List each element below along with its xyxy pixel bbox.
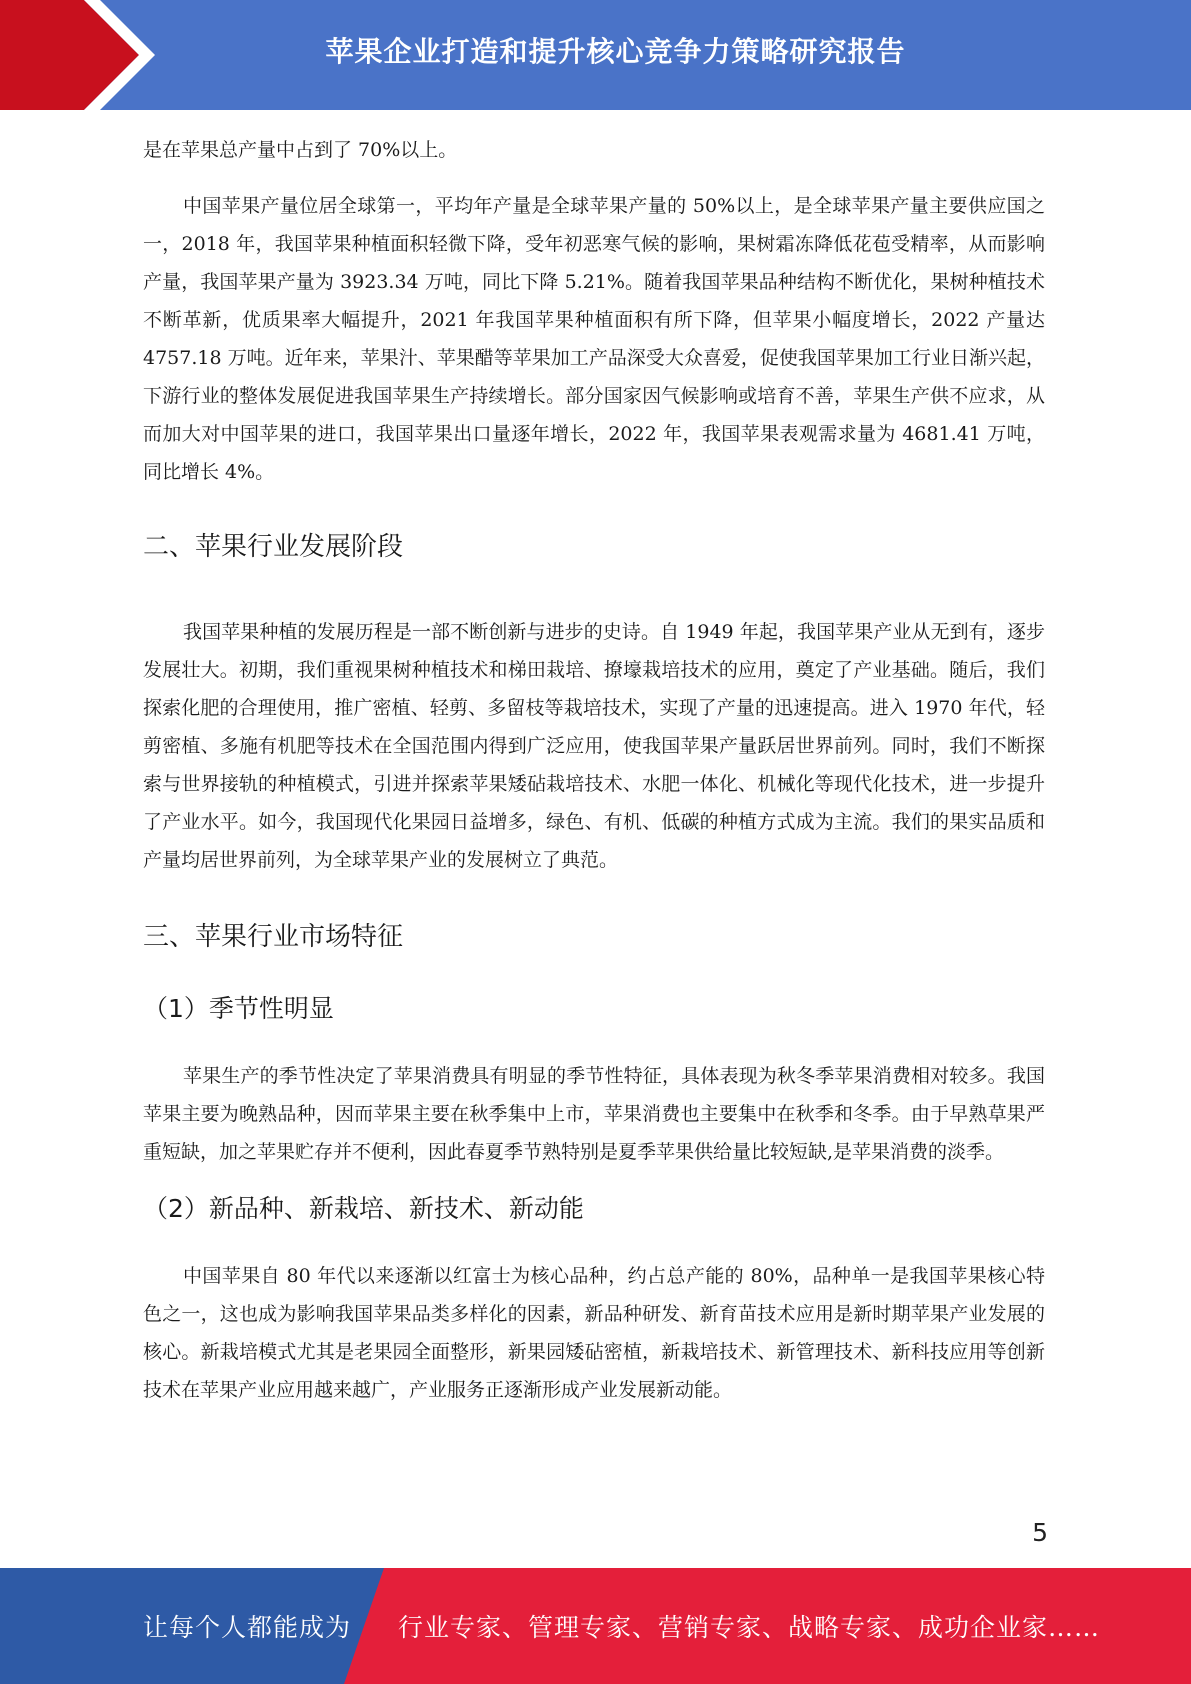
subheading-new-varieties: （2）新品种、新栽培、新技术、新动能 bbox=[143, 1194, 584, 1223]
header-arrow-decoration bbox=[0, 0, 160, 110]
report-title: 苹果企业打造和提升核心竞争力策略研究报告 bbox=[325, 35, 906, 68]
heading-market-features: 三、苹果行业市场特征 bbox=[143, 922, 404, 952]
page-header bbox=[0, 0, 1191, 110]
page-footer bbox=[0, 1568, 1191, 1684]
paragraph-continued: 是在苹果总产量中占到了 70%以上。 bbox=[143, 139, 458, 161]
paragraph-seasonality: 苹果生产的季节性决定了苹果消费具有明显的季节性特征，具体表现为秋冬季苹果消费相对较多。我国苹果主要为晚熟品种，因而苹果主要在秋季集中上市，苹果消费也主要集中在秋季和冬季。由于早熟草果严重短缺，加之苹果贮存并不便利，因此春夏季节熟特别是夏季苹果供给量比较短缺,是苹果消费的淡季。 bbox=[143, 1065, 1045, 1163]
page-number: 5 bbox=[1032, 1518, 1048, 1547]
paragraph-production: 中国苹果产量位居全球第一，平均年产量是全球苹果产量的 50%以上，是全球苹果产量主要供应国之一，2018 年，我国苹果种植面积轻微下降，受年初恶寒气候的影响，果树霜冻降低花苞受精率，从而影响产量，我国苹果产量为 3923.34 万吨，同比下降 5.21%。随着我国苹果品种结构不断优化，果树种植技术不断革新，优质果率大幅提升，2021 年我国苹果种植面积有所下降，但苹果小幅度增长，2022 产量达 4757.18 万吨。近年来，苹果汁、苹果醋等苹果加工产品深受大众喜爱，促使我国苹果加工行业日渐兴起，下游行业的整体发展促进我国苹果生产持续增长。部分国家因气候影响或培育不善，苹果生产供不应求，从而加大对中国苹果的进口，我国苹果出口量逐年增长，2022 年，我国苹果表观需求量为 4681.41 万吨，同比增长 4%。 bbox=[143, 195, 1045, 483]
page-content bbox=[143, 131, 1045, 1409]
paragraph-new-varieties: 中国苹果自 80 年代以来逐渐以红富士为核心品种，约占总产能的 80%，品种单一是我国苹果核心特色之一，这也成为影响我国苹果品类多样化的因素，新品种研发、新育苗技术应用是新时期苹果产业发展的核心。新栽培模式尤其是老果园全面整形，新果园矮砧密植，新栽培技术、新管理技术、新科技应用等创新技术在苹果产业应用越来越广，产业服务正逐渐形成产业发展新动能。 bbox=[143, 1265, 1045, 1401]
footer-slogan-left: 让每个人都能成为 bbox=[143, 1613, 352, 1642]
footer-slogan-right: 行业专家、管理专家、营销专家、战略专家、成功企业家…… bbox=[398, 1613, 1101, 1642]
subheading-seasonality: （1）季节性明显 bbox=[143, 994, 334, 1023]
paragraph-development: 我国苹果种植的发展历程是一部不断创新与进步的史诗。自 1949 年起，我国苹果产业从无到有，逐步发展壮大。初期，我们重视果树种植技术和梯田栽培、撩壕栽培技术的应用，奠定了产业基础。随后，我们探索化肥的合理使用，推广密植、轻剪、多留枝等栽培技术，实现了产量的迅速提高。进入 1970 年代，轻剪密植、多施有机肥等技术在全国范围内得到广泛应用，使我国苹果产量跃居世界前列。同时，我们不断探索与世界接轨的种植模式，引进并探索苹果矮砧栽培技术、水肥一体化、机械化等现代化技术，进一步提升了产业水平。如今，我国现代化果园日益增多，绿色、有机、低碳的种植方式成为主流。我们的果实品质和产量均居世界前列，为全球苹果产业的发展树立了典范。 bbox=[143, 621, 1045, 871]
heading-development-stages: 二、苹果行业发展阶段 bbox=[143, 532, 404, 562]
